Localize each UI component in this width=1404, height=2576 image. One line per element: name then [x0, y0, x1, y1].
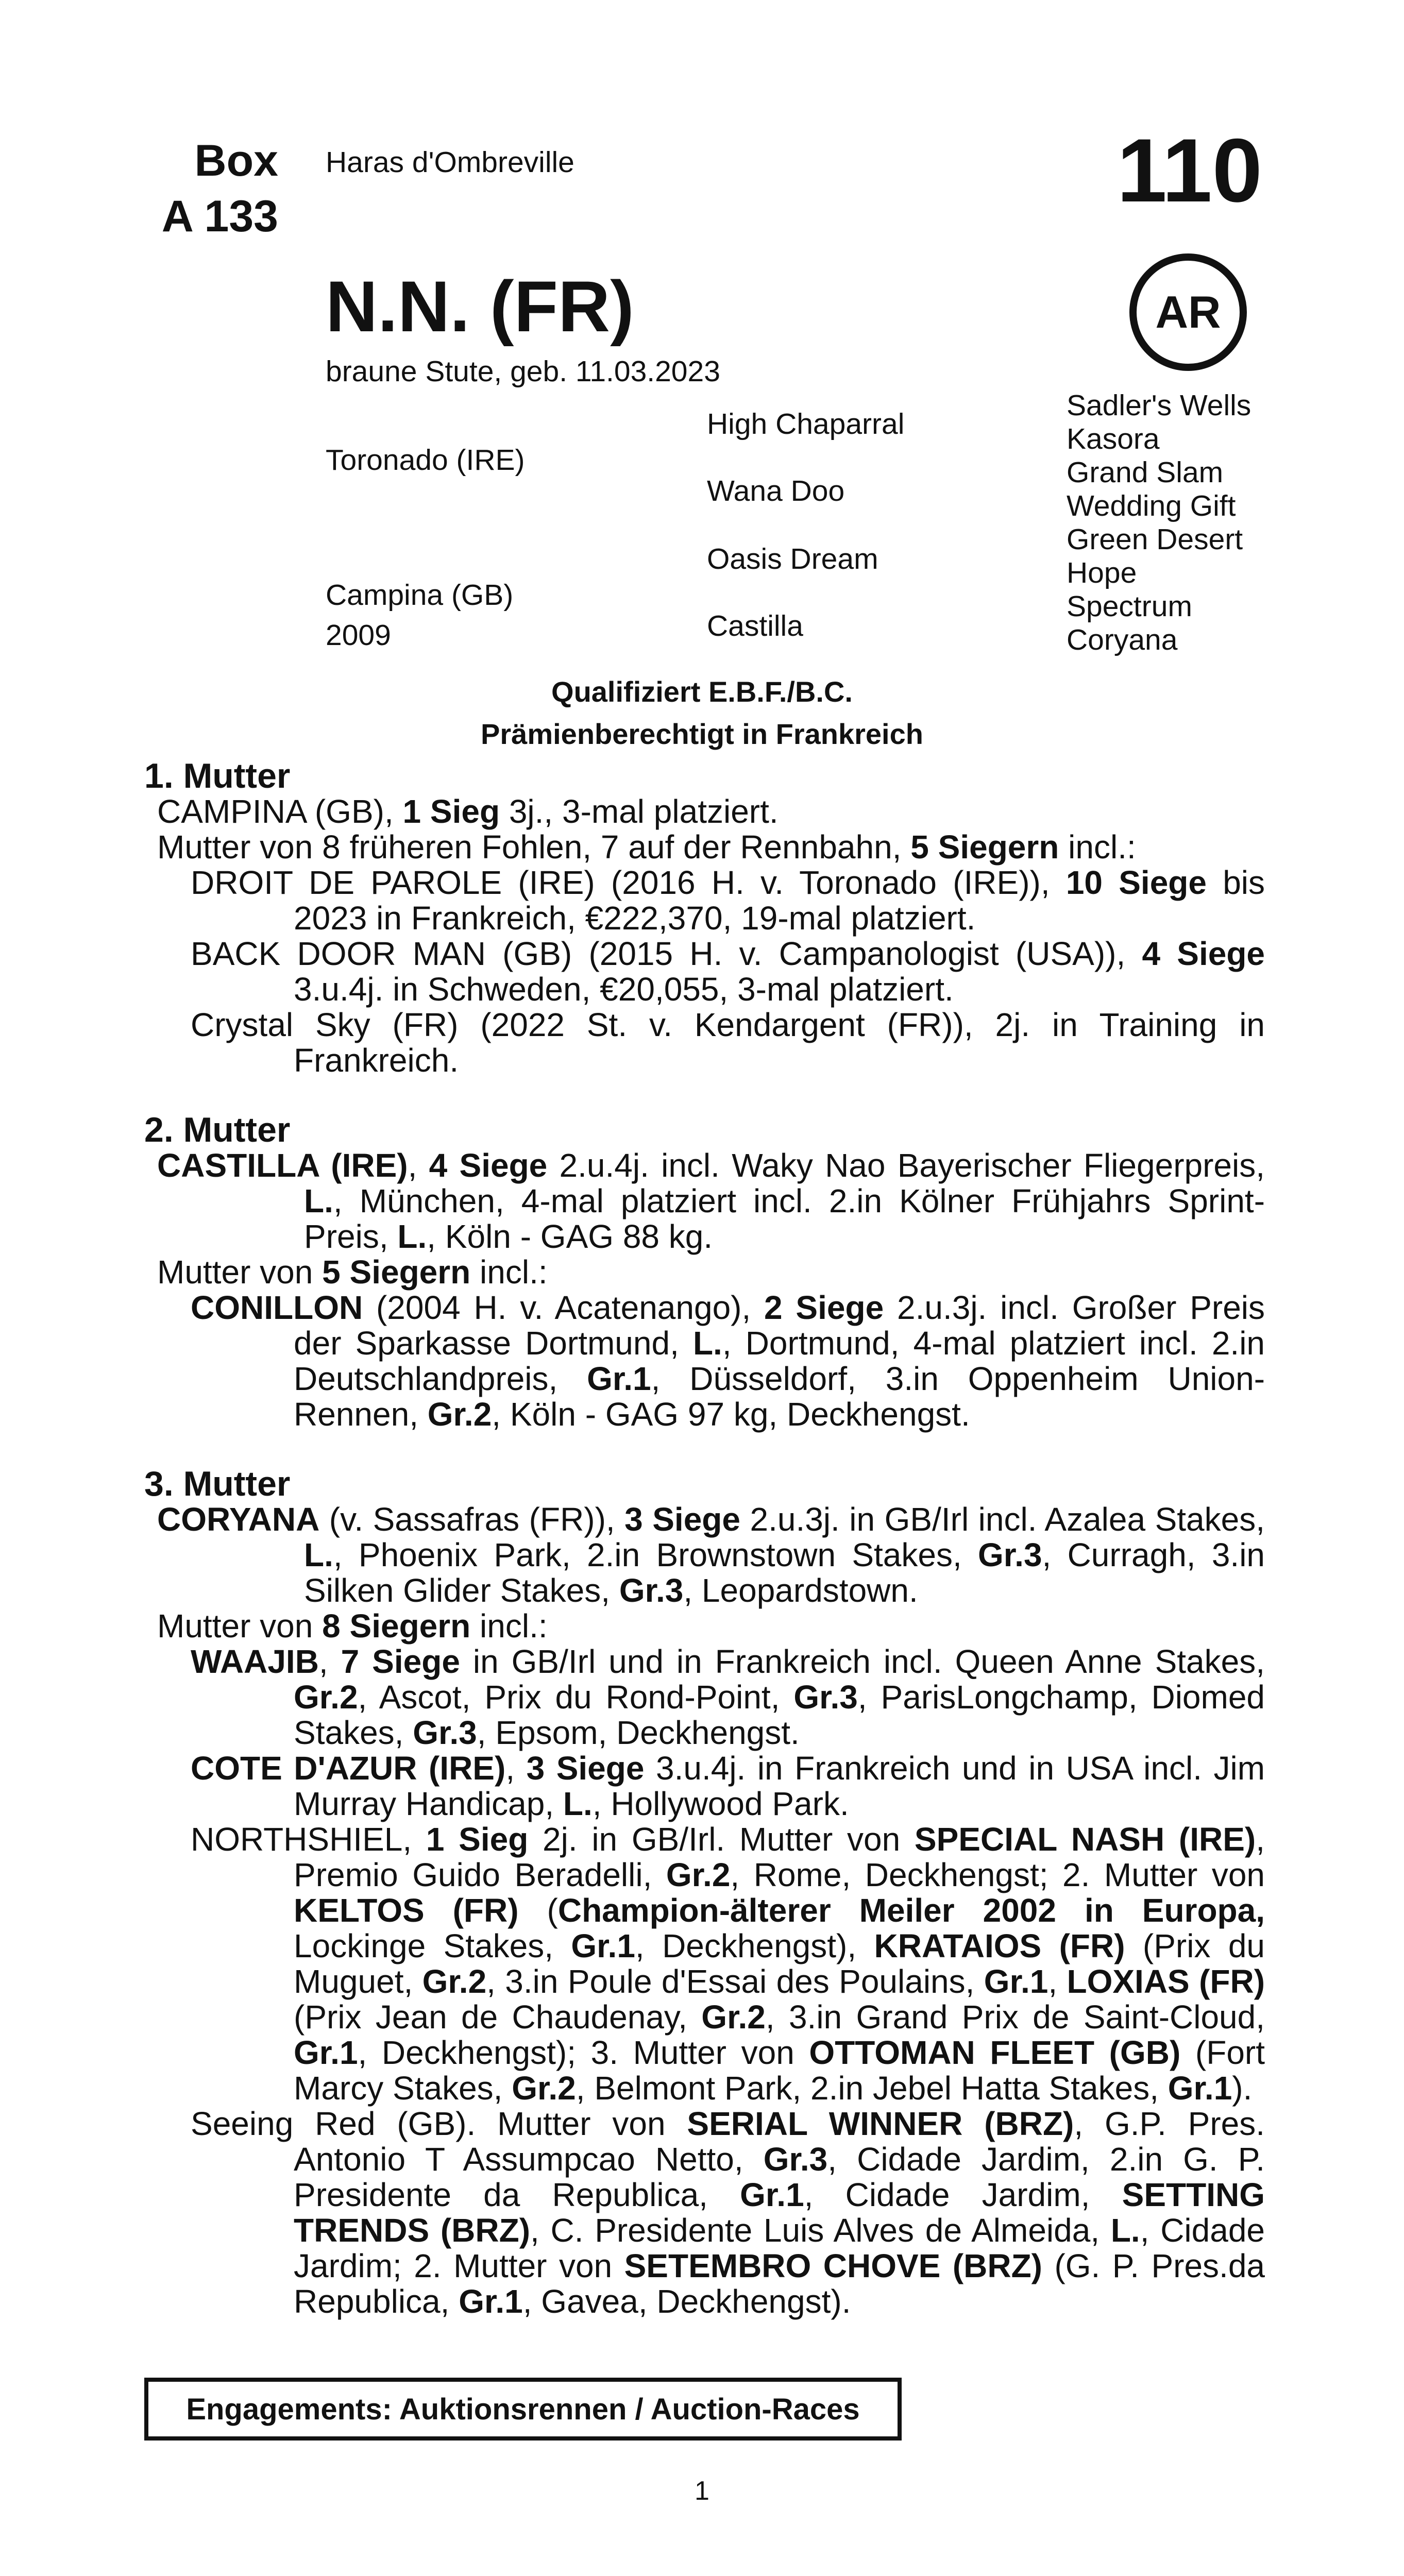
section-heading-dam2: 2. Mutter	[144, 1110, 291, 1149]
text-run: Mutter von	[157, 1607, 323, 1645]
bold-text: LOXIAS (FR)	[1067, 1963, 1265, 2000]
text-run: , Gavea, Deckhengst).	[522, 2283, 851, 2320]
dam-line-section	[144, 758, 1265, 2319]
qualification-ebf: Qualifiziert E.B.F./B.C.	[551, 675, 853, 708]
text-run: , ParisLongchamp, Diomed Stakes,	[294, 1679, 1265, 1751]
bold-text: SETEMBRO CHOVE (BRZ)	[624, 2247, 1042, 2284]
pedigree-gen3-item: Green Desert	[1067, 523, 1243, 556]
box-title: Box	[194, 136, 278, 185]
dam3-line	[144, 1502, 1265, 1608]
engagements-box: Engagements: Auktionsrennen / Auction-Races	[144, 2378, 902, 2441]
text-run: ,	[1048, 1963, 1067, 2000]
bold-text: CASTILLA (IRE)	[157, 1147, 408, 1184]
bold-text: Gr.2	[422, 1963, 487, 2000]
dam1-offspring	[144, 936, 1265, 1007]
text-run: , Deckhengst); 3. Mutter von	[358, 2034, 809, 2071]
text-run: incl.:	[470, 1253, 548, 1291]
pedigree-sire: Toronado (IRE)	[326, 444, 525, 477]
dam1-line	[144, 829, 1265, 865]
text-run: , Köln - GAG 88 kg.	[427, 1218, 713, 1255]
dam2-offspring	[144, 1290, 1265, 1432]
text-run: , Cidade Jardim; 2. Mutter von	[294, 2212, 1265, 2284]
bold-text: 10 Siege	[1065, 864, 1207, 901]
text-run: 3j., 3-mal platziert.	[500, 793, 779, 830]
horse-name: N.N. (FR)	[326, 266, 634, 347]
box-label	[129, 133, 278, 244]
bold-text: KELTOS (FR)	[294, 1892, 519, 1929]
section-heading-dam3: 3. Mutter	[144, 1464, 291, 1503]
bold-text: Gr.3	[978, 1536, 1042, 1573]
bold-text: CONILLON	[191, 1289, 363, 1326]
bold-text: Gr.2	[701, 1998, 766, 2036]
text-run: in GB/Irl und in Frankreich incl. Queen Anne Stakes,	[460, 1643, 1265, 1680]
text-run: , Deckhengst),	[635, 1927, 874, 1964]
pedigree-dam-year: 2009	[326, 619, 391, 652]
pedigree-gen3-item: Kasora	[1067, 422, 1160, 455]
pedigree-gen2-item: Oasis Dream	[707, 543, 878, 575]
seller-name: Haras d'Ombreville	[326, 146, 574, 179]
dam3-offspring	[144, 2106, 1265, 2319]
text-run: DROIT DE PAROLE (IRE) (2016 H. v. Toronado (IRE)),	[191, 864, 1066, 901]
text-run: , 3.in Poule d'Essai des Poulains,	[486, 1963, 984, 2000]
text-run: Lockinge Stakes,	[294, 1927, 571, 1964]
pedigree-gen2-item: High Chaparral	[707, 408, 905, 440]
bold-text: 3 Siege	[526, 1750, 645, 1787]
box-number: A 133	[161, 192, 278, 241]
text-run: , Leopardstown.	[683, 1572, 918, 1609]
bold-text: Gr.1	[459, 2283, 523, 2320]
bold-text: WAAJIB	[191, 1643, 319, 1680]
text-run: , Curragh, 3.in Silken Glider Stakes,	[304, 1536, 1265, 1609]
pedigree-gen3-item: Wedding Gift	[1067, 489, 1236, 522]
text-run: (Fort Marcy Stakes,	[294, 2034, 1265, 2107]
page-number: 1	[695, 2476, 709, 2506]
dam1-offspring	[144, 865, 1265, 936]
bold-text: L.	[692, 1325, 722, 1362]
dam3-offspring	[144, 1822, 1265, 2106]
bold-text: SETTING TRENDS (BRZ)	[294, 2176, 1265, 2249]
horse-description: braune Stute, geb. 11.03.2023	[326, 355, 720, 388]
text-run: , Dortmund, 4-mal platziert incl. 2.in Deutschlandpreis,	[294, 1325, 1265, 1397]
bold-text: L.	[563, 1785, 593, 1822]
bold-text: OTTOMAN FLEET (GB)	[809, 2034, 1181, 2071]
text-run: , Hollywood Park.	[592, 1785, 849, 1822]
text-run: , Epsom, Deckhengst.	[477, 1714, 800, 1751]
dam2-line	[144, 1148, 1265, 1255]
bold-text: Gr.1	[587, 1360, 651, 1397]
bold-text: 8 Siegern	[322, 1607, 471, 1645]
text-run: , Cidade Jardim, 2.in G. P. Presidente da Republica,	[294, 2141, 1265, 2213]
text-run: 2.u.3j. incl. Großer Preis der Sparkasse Dortmund,	[294, 1289, 1265, 1362]
text-run: Mutter von 8 früheren Fohlen, 7 auf der Rennbahn,	[157, 828, 911, 866]
bold-text: 5 Siegern	[322, 1253, 471, 1291]
text-run: (v. Sassafras (FR)),	[319, 1501, 625, 1538]
pedigree-gen3	[1067, 389, 1251, 657]
bold-text: Gr.1	[571, 1927, 635, 1964]
bold-text: Gr.1	[294, 2034, 358, 2071]
bold-text: 4 Siege	[429, 1147, 548, 1184]
dam3-offspring	[144, 1751, 1265, 1822]
bold-text: L.	[304, 1182, 333, 1219]
bold-text: Gr.1	[984, 1963, 1048, 2000]
section-heading-dam1: 1. Mutter	[144, 756, 291, 795]
bold-text: Gr.1	[1168, 2070, 1232, 2107]
text-run: , München, 4-mal platziert incl. 2.in Kölner Frühjahrs Sprint-Preis,	[304, 1182, 1265, 1255]
text-run: , Belmont Park, 2.in Jebel Hatta Stakes,	[576, 2070, 1168, 2107]
bold-text: Gr.3	[619, 1572, 684, 1609]
bold-text: 7 Siege	[341, 1643, 460, 1680]
pedigree-gen3-item: Coryana	[1067, 623, 1178, 656]
text-run: 2.u.4j. incl. Waky Nao Bayerischer Fliegerpreis,	[547, 1147, 1265, 1184]
bold-text: SERIAL WINNER (BRZ)	[687, 2105, 1074, 2142]
text-run: NORTHSHIEL,	[191, 1821, 426, 1858]
dam1-offspring	[144, 1007, 1265, 1078]
bold-text: Champion-älterer Meiler 2002 in Europa,	[557, 1892, 1265, 1929]
text-run: (G. P. Pres.da Republica,	[294, 2247, 1265, 2320]
text-run: ).	[1232, 2070, 1253, 2107]
text-run: Mutter von	[157, 1253, 323, 1291]
bold-text: 5 Siegern	[910, 828, 1059, 866]
text-run: bis 2023 in Frankreich, €222,370, 19-mal platziert.	[294, 864, 1265, 937]
bold-text: Gr.3	[793, 1679, 858, 1716]
text-run: , Premio Guido Beradelli,	[294, 1821, 1265, 1893]
text-run: 2j. in GB/Irl. Mutter von	[528, 1821, 915, 1858]
text-run: , 3.in Grand Prix de Saint-Cloud,	[765, 1998, 1265, 2036]
text-run: 2.u.3j. in GB/Irl incl. Azalea Stakes,	[740, 1501, 1265, 1538]
bold-text: Gr.1	[740, 2176, 804, 2213]
lot-number: 110	[1117, 121, 1262, 221]
text-run: ,	[408, 1147, 429, 1184]
ar-badge: AR	[1129, 253, 1247, 371]
text-run: , Cidade Jardim,	[804, 2176, 1122, 2213]
text-run: Crystal Sky (FR) (2022 St. v. Kendargent (FR)), 2j. in Training in Frankreich.	[191, 1006, 1265, 1079]
bold-text: SPECIAL NASH (IRE)	[914, 1821, 1256, 1858]
text-run: CAMPINA (GB),	[157, 793, 403, 830]
bold-text: L.	[1110, 2212, 1140, 2249]
text-run: , Köln - GAG 97 kg, Deckhengst.	[492, 1396, 970, 1433]
bold-text: Gr.2	[666, 1856, 731, 1893]
text-run: (Prix du Muguet,	[294, 1927, 1265, 2000]
bold-text: Gr.3	[413, 1714, 477, 1751]
pedigree-gen3-item: Sadler's Wells	[1067, 389, 1251, 422]
text-run: , Ascot, Prix du Rond-Point,	[358, 1679, 794, 1716]
text-run: Seeing Red (GB). Mutter von	[191, 2105, 687, 2142]
text-run: , Phoenix Park, 2.in Brownstown Stakes,	[333, 1536, 978, 1573]
pedigree-gen2-item: Wana Doo	[707, 474, 845, 507]
pedigree-gen2-item: Castilla	[707, 609, 803, 642]
text-run: BACK DOOR MAN (GB) (2015 H. v. Campanologist (USA)),	[191, 935, 1142, 972]
text-run: (Prix Jean de Chaudenay,	[294, 1998, 702, 2036]
dam3-offspring	[144, 1644, 1265, 1751]
text-run: incl.:	[470, 1607, 548, 1645]
text-run: , G.P. Pres. Antonio T Assumpcao Netto,	[294, 2105, 1265, 2178]
text-run: , Düsseldorf, 3.in Oppenheim Union-Rennen,	[294, 1360, 1265, 1433]
text-run: 3.u.4j. in Schweden, €20,055, 3-mal platziert.	[294, 971, 954, 1008]
bold-text: L.	[304, 1536, 333, 1573]
bold-text: Gr.2	[294, 1679, 358, 1716]
bold-text: KRATAIOS (FR)	[874, 1927, 1125, 1964]
text-run: (2004 H. v. Acatenango),	[363, 1289, 765, 1326]
bold-text: 4 Siege	[1142, 935, 1265, 972]
bold-text: 1 Sieg	[402, 793, 500, 830]
text-run: ,	[505, 1750, 527, 1787]
text-run: , Rome, Deckhengst; 2. Mutter von	[730, 1856, 1265, 1893]
dam2-line	[144, 1255, 1265, 1290]
qualification-premium: Prämienberechtigt in Frankreich	[481, 718, 923, 750]
bold-text: Gr.3	[763, 2141, 828, 2178]
bold-text: COTE D'AZUR (IRE)	[191, 1750, 506, 1787]
dam1-line	[144, 794, 1265, 829]
bold-text: 3 Siege	[624, 1501, 740, 1538]
bold-text: 2 Siege	[764, 1289, 884, 1326]
text-run: , C. Presidente Luis Alves de Almeida,	[530, 2212, 1111, 2249]
pedigree-gen3-item: Grand Slam	[1067, 456, 1224, 489]
bold-text: 1 Sieg	[426, 1821, 529, 1858]
text-run: incl.:	[1059, 828, 1136, 866]
pedigree-dam: Campina (GB)	[326, 579, 514, 612]
bold-text: Gr.2	[427, 1396, 492, 1433]
bold-text: L.	[397, 1218, 427, 1255]
bold-text: Gr.2	[512, 2070, 576, 2107]
pedigree-gen3-item: Hope	[1067, 556, 1137, 589]
dam3-line	[144, 1608, 1265, 1644]
text-run: (	[518, 1892, 558, 1929]
text-run: ,	[318, 1643, 341, 1680]
pedigree-gen3-item: Spectrum	[1067, 590, 1192, 623]
bold-text: CORYANA	[157, 1501, 320, 1538]
text-run: 3.u.4j. in Frankreich und in USA incl. Jim Murray Handicap,	[294, 1750, 1265, 1822]
